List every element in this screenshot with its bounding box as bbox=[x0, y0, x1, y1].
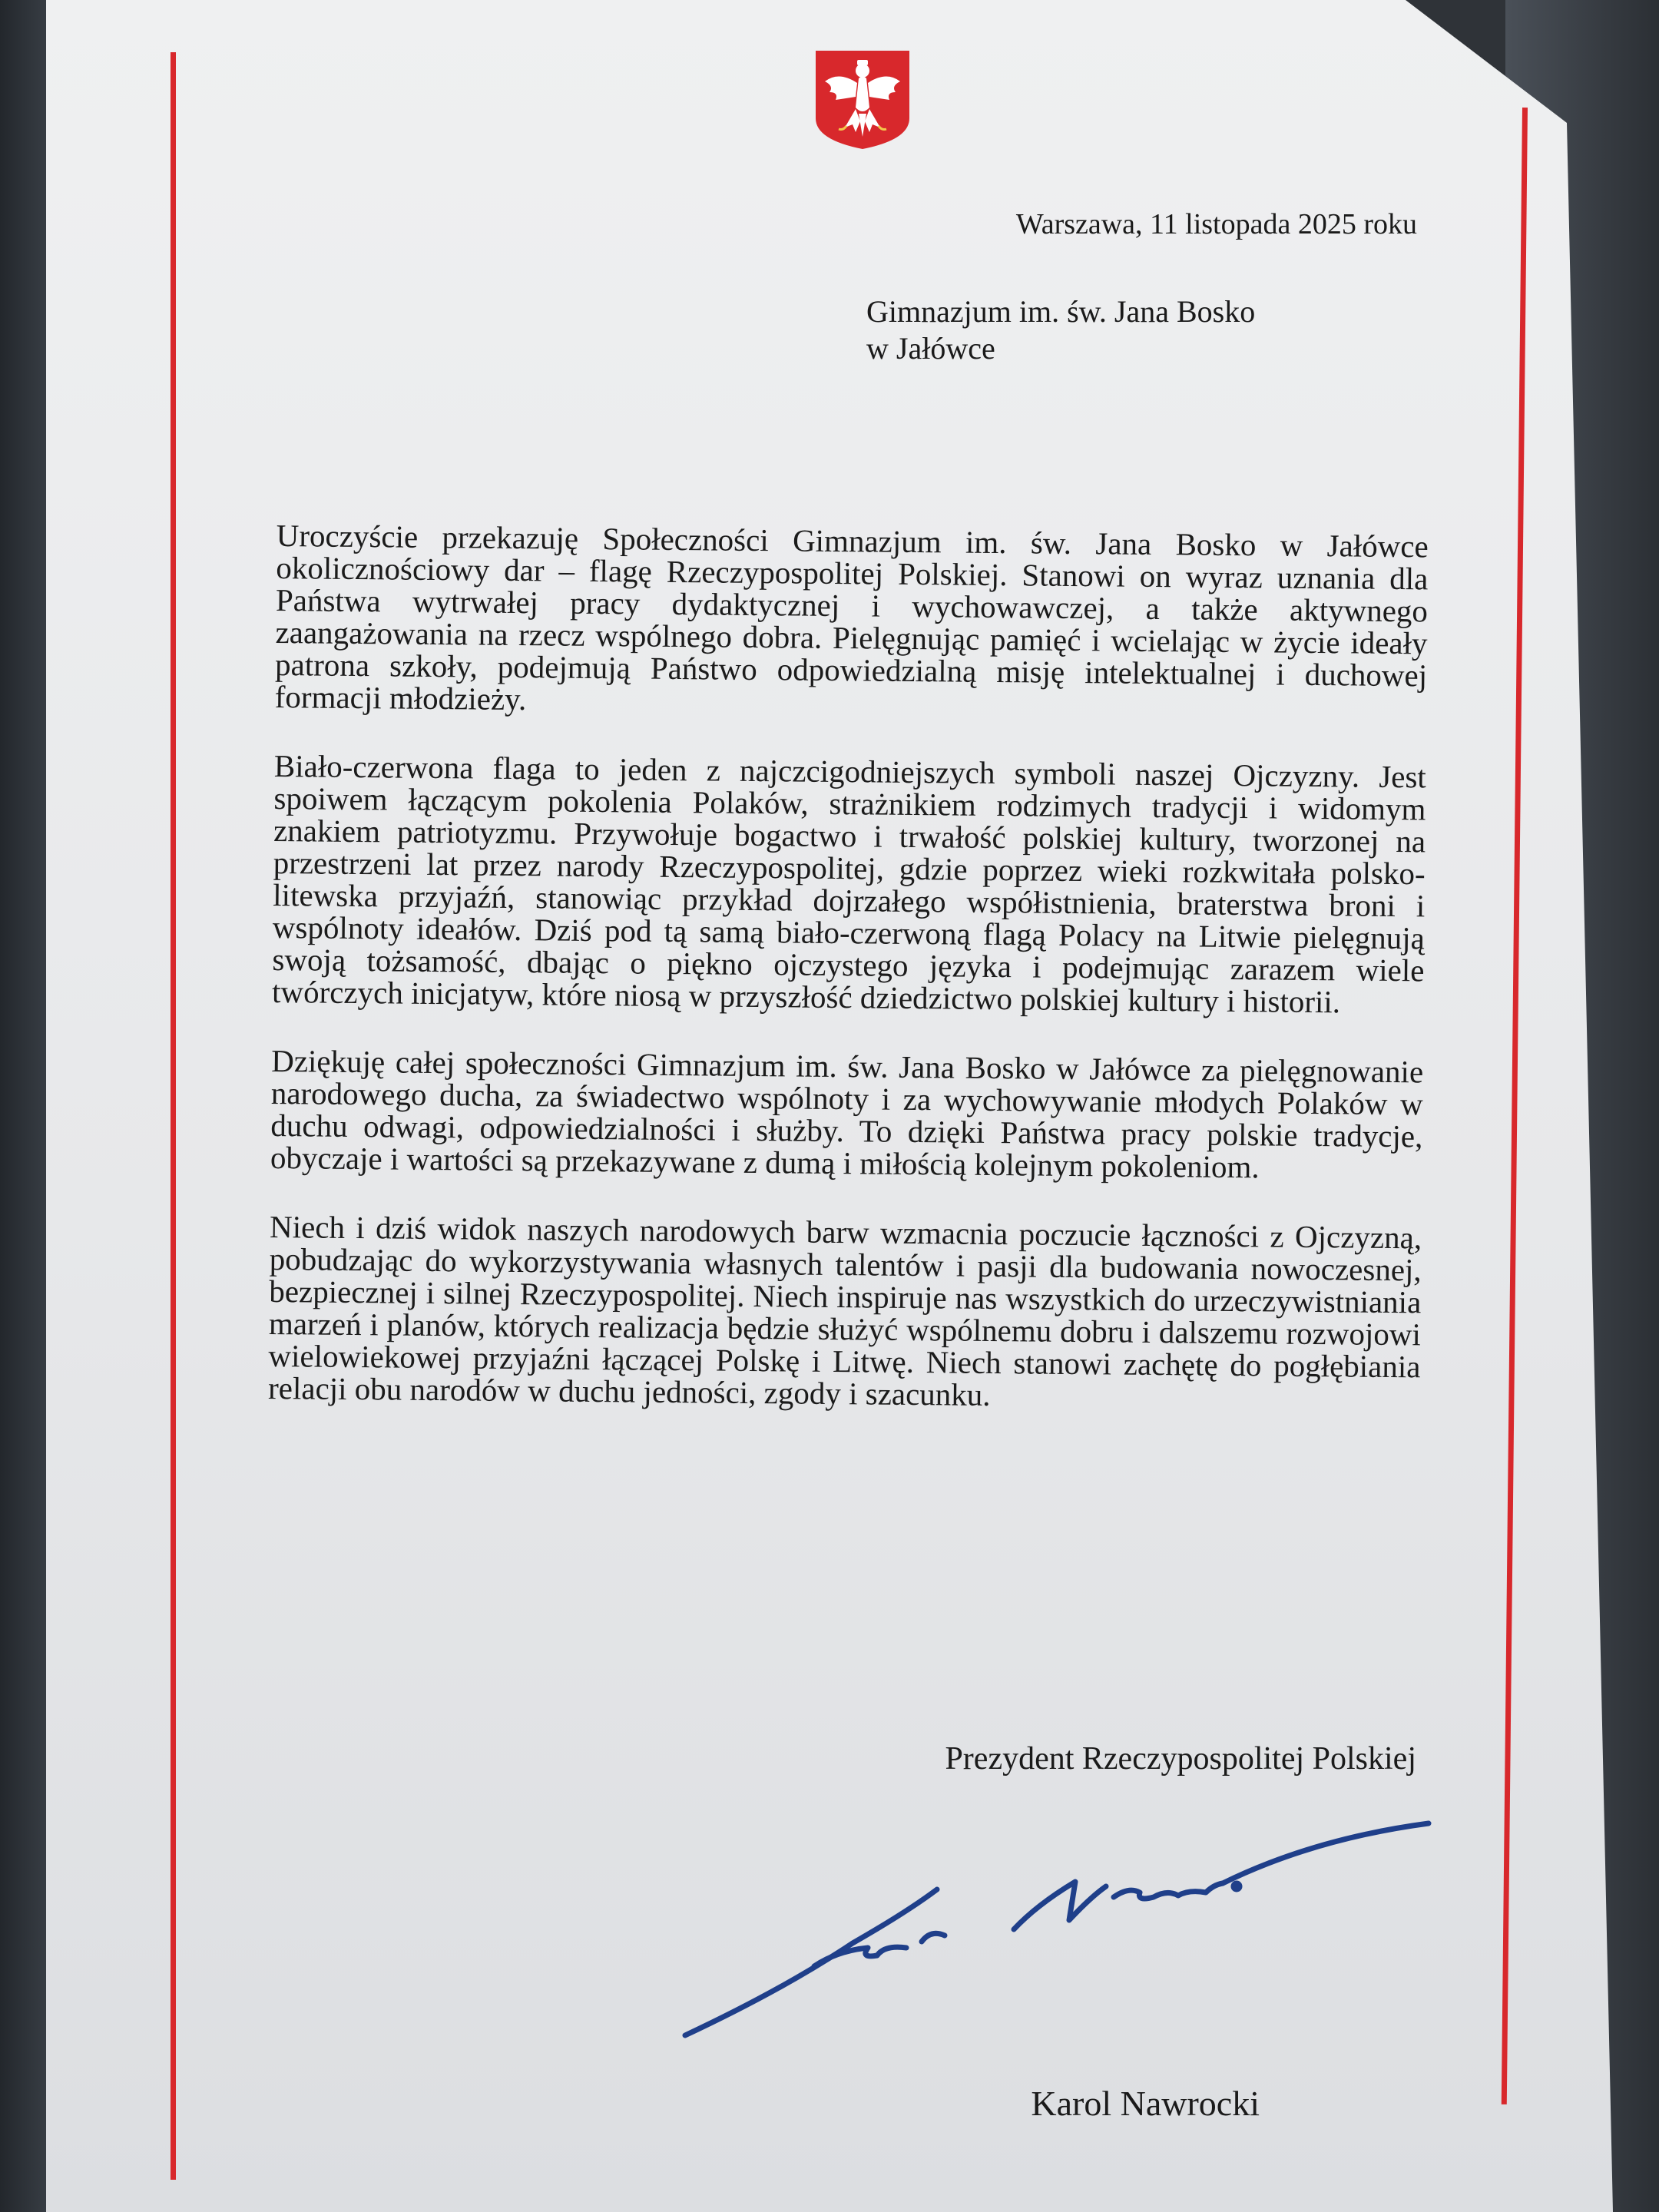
body-paragraph-4: Niech i dziś widok naszych narodowych barw wzmacnia poczucie łączności z Ojczyzną, pobudzając do wykorzystywania własnych talentów i pasji dla budowania nowoczesnej, bezpiecznej i silnej Rzeczypospolitej. Niech inspiruje nas wszystkich do urzeczywistniania marzeń i planów, których realizacja będzie służyć wspólnemu dobru i dalszemu rozwojowi wielowiekowej przyjaźni łączącej Polskę i Litwę. Niech stanowi zachętę do pogłębiania relacji obu narodów w duchu jedności, zgody i szacunku. bbox=[267, 1208, 1422, 1412]
white-eagle-coat-of-arms-icon bbox=[813, 48, 912, 152]
addressee-line-1: Gimnazjum im. św. Jana Bosko bbox=[866, 294, 1256, 329]
red-border-line-left bbox=[171, 52, 176, 2180]
signature-title: Prezydent Rzeczypospolitej Polskiej bbox=[945, 1741, 1416, 1777]
handwritten-signature-icon bbox=[676, 1813, 1436, 2058]
letter-body bbox=[267, 519, 1428, 1452]
signer-name: Karol Nawrocki bbox=[1031, 2084, 1260, 2123]
body-paragraph-2: Biało-czerwona flaga to jeden z najczcigodniejszych symboli naszej Ojczyzny. Jest spoiwem łączącym pokolenia Polaków, strażnikiem rodzimych tradycji i widomym znakiem patriotyzmu. Przywołuje bogactwo i trwałość polskiej kultury, tworzonej na przestrzeni lat przez narody Rzeczypospolitej, gdzie poprzez wieki rozkwitała polsko-litewska przyjaźń, stanowiąc przykład dojrzałego współistnienia, braterstwa broni i wspólnoty ideałów. Dziś pod tą samą biało-czerwoną flagą Polacy na Litwie pielęgnują swoją tożsamość, dbając o piękno ojczystego języka i podejmując zarazem wiele twórczych inicjatyw, które niosą w przyszłość dziedzictwo polskiej kultury i historii. bbox=[271, 747, 1427, 1020]
body-paragraph-3: Dziękuję całej społeczności Gimnazjum im. św. Jana Bosko w Jałówce za pielęgnowanie narodowego ducha, za świadectwo wspólnoty i za wychowywanie młodych Polaków w duchu odwagi, odpowiedzialności i służby. To dzięki Państwa pracy polskie tradycje, obyczaje i wartości są przekazywane z dumą i miłością kolejnym pokoleniom. bbox=[270, 1042, 1424, 1185]
addressee-block bbox=[866, 293, 1450, 367]
addressee-line-2: w Jałówce bbox=[866, 331, 995, 366]
letter-date: Warszawa, 11 listopada 2025 roku bbox=[1015, 208, 1417, 240]
body-paragraph-1: Uroczyście przekazuję Społeczności Gimnazjum im. św. Jana Bosko w Jałówce okolicznościowy dar – flagę Rzeczypospolitej Polskiej. Stanowi on wyraz uznania dla Państwa wytrwałej pracy dydaktycznej i wychowawczej, a także aktywnego zaangażowania na rzecz wspólnego dobra. Pielęgnując pamięć i wcielając w życie ideały patrona szkoły, podejmują Państwo odpowiedzialną misję intelektualnej i duchowej formacji młodzieży. bbox=[274, 518, 1429, 717]
backdrop-left bbox=[0, 0, 54, 2212]
